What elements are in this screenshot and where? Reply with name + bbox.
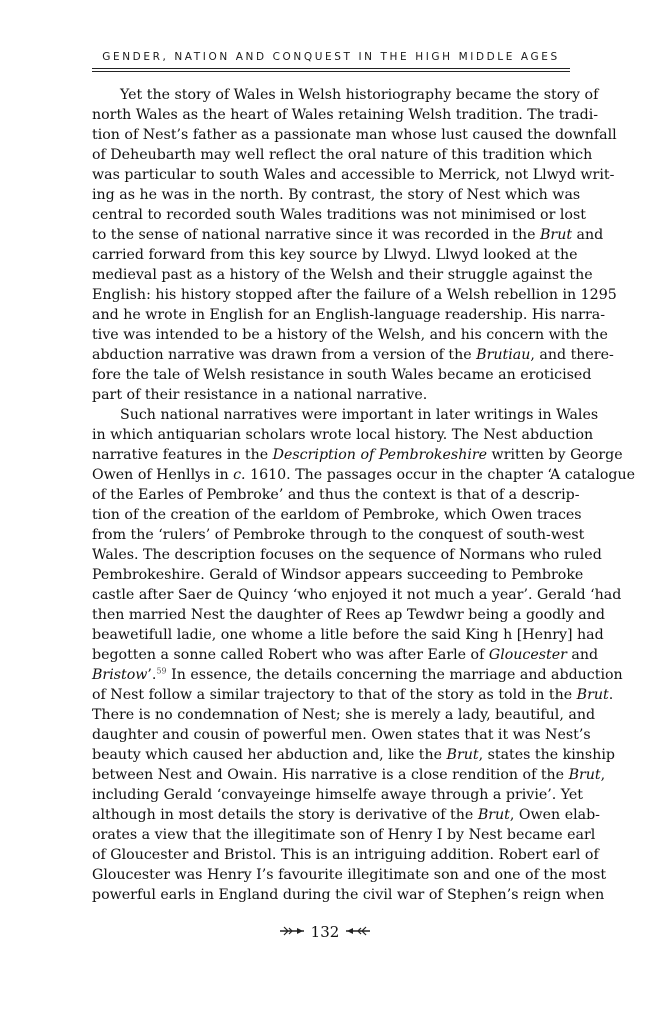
paragraph: [92, 85, 617, 405]
text-line: of Deheubarth may well reflect the oral nature of this tradition which: [92, 147, 593, 163]
text-line: medieval past as a history of the Welsh and their struggle against the: [92, 267, 593, 283]
text-line: in which antiquarian scholars wrote local history. The Nest abduction: [92, 427, 594, 443]
page-footer: [0, 922, 650, 941]
text-line: orates a view that the illegitimate son of Henry I by Nest became earl: [92, 827, 596, 843]
footnote-marker[interactable]: 59: [156, 666, 167, 676]
text-line: Owen of Henllys in c. 1610. The passages occur in the chapter ‘A catalogue: [92, 467, 636, 483]
text-line: of Gloucester and Bristol. This is an intriguing addition. Robert earl of: [92, 847, 599, 863]
text-line: north Wales as the heart of Wales retaining Welsh tradition. The tradi-: [92, 107, 599, 123]
text-line: beauty which caused her abduction and, like the Brut, states the kinship: [92, 747, 615, 763]
text-line: then married Nest the daughter of Rees ap Tewdwr being a goodly and: [92, 607, 605, 623]
text-line: was particular to south Wales and accessible to Merrick, not Llwyd writ-: [92, 167, 615, 183]
text-line: Bristow’.$^{59}$ In essence, the details concerning the marriage and abduction: [92, 666, 623, 683]
text-line: tion of the creation of the earldom of Pembroke, which Owen traces: [92, 507, 582, 523]
text-line: part of their resistance in a national narrative.: [92, 387, 428, 403]
ornament-right-icon: [345, 923, 371, 941]
text-line: ing as he was in the north. By contrast, the story of Nest which was: [92, 187, 581, 203]
text-line: and he wrote in English for an English-language readership. His narra-: [92, 307, 605, 323]
text-line: castle after Saer de Quincy ‘who enjoyed it not much a year’. Gerald ‘had: [92, 587, 622, 603]
ornament-left-icon: [279, 923, 305, 941]
text-line: from the ‘rulers’ of Pembroke through to the conquest of south-west: [92, 527, 585, 543]
text-line: begotten a sonne called Robert who was after Earle of Gloucester and: [92, 647, 599, 663]
text-line: abduction narrative was drawn from a version of the Brutiau, and there-: [92, 347, 614, 363]
text-line: daughter and cousin of powerful men. Owen states that it was Nest’s: [92, 727, 591, 743]
text-line: central to recorded south Wales traditions was not minimised or lost: [92, 207, 586, 223]
text-line: fore the tale of Welsh resistance in south Wales became an eroticised: [92, 367, 592, 383]
text-line: tive was intended to be a history of the Welsh, and his concern with the: [92, 327, 608, 343]
text-line: English: his history stopped after the failure of a Welsh rebellion in 1295: [92, 287, 617, 303]
text-line: Gloucester was Henry I’s favourite illegitimate son and one of the most: [92, 867, 607, 883]
text-line: to the sense of national narrative since it was recorded in the Brut and: [92, 227, 604, 243]
text-line: beawetifull ladie, one whome a litle before the said King h [Henry] had: [92, 627, 604, 643]
text-line: tion of Nest’s father as a passionate man whose lust caused the downfall: [92, 127, 617, 143]
body-text: [92, 85, 636, 905]
header-rule-bottom: [92, 71, 570, 72]
text-line: including Gerald ‘convayeinge himselfe awaye through a privie’. Yet: [92, 787, 584, 803]
text-line: Such national narratives were important in later writings in Wales: [120, 407, 599, 423]
paragraph: [92, 405, 636, 905]
text-line: of Nest follow a similar trajectory to that of the story as told in the Brut.: [92, 687, 614, 703]
page-number: 132: [310, 923, 340, 941]
text-line: narrative features in the Description of Pembrokeshire written by George: [92, 447, 623, 463]
header-rule-top: [92, 68, 570, 69]
text-line: Pembrokeshire. Gerald of Windsor appears succeeding to Pembroke: [92, 567, 584, 583]
text-line: Yet the story of Wales in Welsh historiography became the story of: [120, 87, 599, 103]
text-line: although in most details the story is derivative of the Brut, Owen elab-: [92, 807, 600, 823]
text-line: of the Earles of Pembroke’ and thus the context is that of a descrip-: [92, 487, 580, 503]
running-head: GENDER, NATION AND CONQUEST IN THE HIGH MIDDLE AGES: [102, 51, 560, 63]
text-line: There is no condemnation of Nest; she is merely a lady, beautiful, and: [92, 707, 596, 723]
text-line: between Nest and Owain. His narrative is a close rendition of the Brut,: [92, 767, 606, 783]
text-line: carried forward from this key source by Llwyd. Llwyd looked at the: [92, 247, 578, 263]
text-line: powerful earls in England during the civil war of Stephen’s reign when: [92, 887, 605, 903]
text-line: Wales. The description focuses on the sequence of Normans who ruled: [92, 547, 602, 563]
